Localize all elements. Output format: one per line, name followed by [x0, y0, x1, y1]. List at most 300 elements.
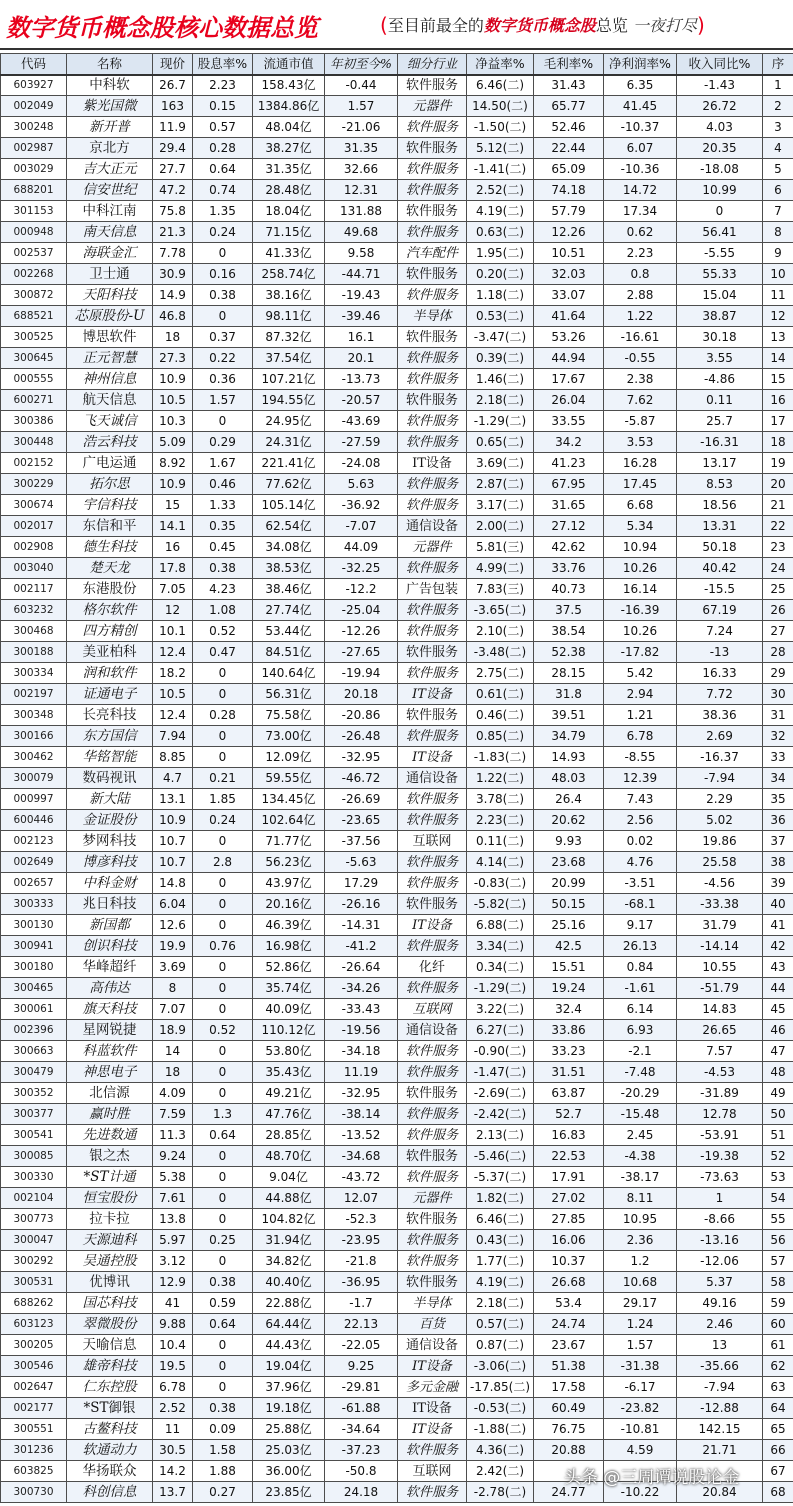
cell-industry: 半导体 [398, 306, 467, 327]
cell-dividend-yield: 0.36 [193, 369, 253, 390]
cell-rank: 25 [763, 579, 793, 600]
cell-name: 美亚柏科 [67, 642, 153, 663]
cell-float-market-cap: 53.44亿 [253, 621, 325, 642]
cell-price: 41 [153, 1293, 193, 1314]
table-row [1, 621, 793, 642]
cell-revenue-yoy: 38.87 [677, 306, 763, 327]
cell-gross-margin: 17.67 [534, 369, 604, 390]
cell-float-market-cap: 34.08亿 [253, 537, 325, 558]
cell-roe: -0.90(二) [467, 1041, 534, 1062]
cell-rank: 43 [763, 957, 793, 978]
cell-industry: 多元金融 [398, 1377, 467, 1398]
cell-industry: 软件服务 [398, 810, 467, 831]
cell-rank: 23 [763, 537, 793, 558]
cell-gross-margin: 33.76 [534, 558, 604, 579]
cell-revenue-yoy: 14.83 [677, 999, 763, 1020]
cell-revenue-yoy: 7.24 [677, 621, 763, 642]
cell-dividend-yield: 0 [193, 957, 253, 978]
cell-rank: 4 [763, 138, 793, 159]
cell-revenue-yoy: -33.38 [677, 894, 763, 915]
cell-dividend-yield: 1.88 [193, 1461, 253, 1482]
cell-float-market-cap: 25.03亿 [253, 1440, 325, 1461]
cell-roe: 3.78(二) [467, 789, 534, 810]
cell-rank: 2 [763, 96, 793, 117]
cell-code: 300872 [1, 285, 67, 306]
cell-float-market-cap: 28.85亿 [253, 1125, 325, 1146]
cell-ytd-change: -38.14 [325, 1104, 398, 1125]
subtitle-highlight: 数字货币概念股 [483, 16, 596, 35]
cell-code: 300188 [1, 642, 67, 663]
cell-name: 新大陆 [67, 789, 153, 810]
cell-ytd-change: 49.68 [325, 222, 398, 243]
cell-roe: 4.19(二) [467, 1272, 534, 1293]
cell-code: 300462 [1, 747, 67, 768]
cell-gross-margin: 74.18 [534, 180, 604, 201]
cell-code: 301236 [1, 1440, 67, 1461]
cell-industry: 软件服务 [398, 159, 467, 180]
cell-industry: 软件服务 [398, 201, 467, 222]
cell-rank: 26 [763, 600, 793, 621]
cell-dividend-yield: 0 [193, 1335, 253, 1356]
cell-roe: 1.95(二) [467, 243, 534, 264]
cell-gross-margin: 32.03 [534, 264, 604, 285]
cell-roe: 1.77(二) [467, 1251, 534, 1272]
cell-net-margin: 6.93 [604, 1020, 677, 1041]
cell-industry: 软件服务 [398, 621, 467, 642]
cell-gross-margin: 31.8 [534, 684, 604, 705]
cell-roe: -3.47(二) [467, 327, 534, 348]
cell-price: 12.4 [153, 642, 193, 663]
cell-dividend-yield: 0.64 [193, 1125, 253, 1146]
cell-industry: 软件服务 [398, 117, 467, 138]
table-row [1, 810, 793, 831]
cell-float-market-cap: 38.16亿 [253, 285, 325, 306]
cell-code: 300085 [1, 1146, 67, 1167]
col-header-float-market-cap: 流通市值 [253, 54, 325, 75]
cell-net-margin: -7.48 [604, 1062, 677, 1083]
cell-code: 688201 [1, 180, 67, 201]
cell-rank: 61 [763, 1335, 793, 1356]
cell-roe: -1.88(二) [467, 1419, 534, 1440]
cell-rank: 60 [763, 1314, 793, 1335]
cell-net-margin: -10.36 [604, 159, 677, 180]
table-row [1, 1146, 793, 1167]
cell-rank: 19 [763, 453, 793, 474]
cell-code: 002104 [1, 1188, 67, 1209]
cell-industry: 广告包装 [398, 579, 467, 600]
cell-ytd-change: -43.72 [325, 1167, 398, 1188]
cell-ytd-change: -34.64 [325, 1419, 398, 1440]
table-row [1, 1419, 793, 1440]
cell-name: 梦网科技 [67, 831, 153, 852]
cell-ytd-change: 32.66 [325, 159, 398, 180]
cell-net-margin: 1.2 [604, 1251, 677, 1272]
table-row [1, 495, 793, 516]
cell-roe: 2.23(二) [467, 810, 534, 831]
cell-revenue-yoy: 3.55 [677, 348, 763, 369]
cell-gross-margin: 20.88 [534, 1440, 604, 1461]
cell-revenue-yoy: -35.66 [677, 1356, 763, 1377]
cell-dividend-yield: 0.52 [193, 621, 253, 642]
cell-code: 300248 [1, 117, 67, 138]
cell-float-market-cap: 38.46亿 [253, 579, 325, 600]
cell-industry: 软件服务 [398, 1041, 467, 1062]
cell-net-margin [604, 1461, 677, 1482]
cell-revenue-yoy: -14.14 [677, 936, 763, 957]
cell-code: 002537 [1, 243, 67, 264]
cell-net-margin: -17.82 [604, 642, 677, 663]
cell-code: 000997 [1, 789, 67, 810]
cell-revenue-yoy: -31.89 [677, 1083, 763, 1104]
cell-dividend-yield: 0 [193, 684, 253, 705]
cell-ytd-change: -0.44 [325, 75, 398, 96]
cell-net-margin: 26.13 [604, 936, 677, 957]
cell-rank: 9 [763, 243, 793, 264]
cell-industry: 软件服务 [398, 180, 467, 201]
cell-price: 5.38 [153, 1167, 193, 1188]
cell-float-market-cap: 84.51亿 [253, 642, 325, 663]
cell-revenue-yoy: 142.15 [677, 1419, 763, 1440]
cell-code: 300531 [1, 1272, 67, 1293]
col-header-roe: 净益率% [467, 54, 534, 75]
cell-name: 航天信息 [67, 390, 153, 411]
cell-name: 芯原股份-U [67, 306, 153, 327]
cell-net-margin: -10.81 [604, 1419, 677, 1440]
cell-dividend-yield: 4.23 [193, 579, 253, 600]
cell-net-margin: 0.62 [604, 222, 677, 243]
cell-roe: 3.22(二) [467, 999, 534, 1020]
cell-roe: -0.53(二) [467, 1398, 534, 1419]
cell-ytd-change: 24.18 [325, 1482, 398, 1503]
cell-price: 46.8 [153, 306, 193, 327]
cell-float-market-cap: 34.82亿 [253, 1251, 325, 1272]
cell-ytd-change: 1.57 [325, 96, 398, 117]
cell-revenue-yoy: -15.5 [677, 579, 763, 600]
cell-roe: 4.14(二) [467, 852, 534, 873]
cell-revenue-yoy: 49.16 [677, 1293, 763, 1314]
cell-gross-margin: 15.51 [534, 957, 604, 978]
cell-industry: 软件服务 [398, 222, 467, 243]
cell-code: 300166 [1, 726, 67, 747]
cell-rank: 33 [763, 747, 793, 768]
cell-roe: 0.85(二) [467, 726, 534, 747]
cell-price: 11.3 [153, 1125, 193, 1146]
cell-revenue-yoy: 31.79 [677, 915, 763, 936]
cell-industry: 软件服务 [398, 1146, 467, 1167]
table-row [1, 96, 793, 117]
cell-net-margin: 6.14 [604, 999, 677, 1020]
cell-price: 14.1 [153, 516, 193, 537]
cell-net-margin: 41.45 [604, 96, 677, 117]
cell-roe: -0.83(二) [467, 873, 534, 894]
cell-roe: 6.46(二) [467, 1209, 534, 1230]
table-row [1, 222, 793, 243]
cell-gross-margin: 10.51 [534, 243, 604, 264]
cell-code: 002152 [1, 453, 67, 474]
cell-price: 12.4 [153, 705, 193, 726]
cell-code: 300468 [1, 621, 67, 642]
cell-name: 赢时胜 [67, 1104, 153, 1125]
cell-dividend-yield: 0 [193, 1251, 253, 1272]
cell-industry: 软件服务 [398, 432, 467, 453]
cell-dividend-yield: 0.21 [193, 768, 253, 789]
cell-dividend-yield: 0.29 [193, 432, 253, 453]
cell-gross-margin: 33.23 [534, 1041, 604, 1062]
cell-code: 300941 [1, 936, 67, 957]
cell-ytd-change: -22.05 [325, 1335, 398, 1356]
cell-rank: 14 [763, 348, 793, 369]
cell-revenue-yoy: 26.65 [677, 1020, 763, 1041]
cell-net-margin: 10.26 [604, 558, 677, 579]
cell-price: 14 [153, 1041, 193, 1062]
cell-net-margin: 17.45 [604, 474, 677, 495]
cell-gross-margin [534, 1461, 604, 1482]
cell-revenue-yoy: -12.06 [677, 1251, 763, 1272]
cell-price: 13.8 [153, 1209, 193, 1230]
cell-ytd-change: 31.35 [325, 138, 398, 159]
cell-code: 300330 [1, 1167, 67, 1188]
cell-net-margin: 10.95 [604, 1209, 677, 1230]
cell-float-market-cap: 110.12亿 [253, 1020, 325, 1041]
cell-dividend-yield: 0 [193, 831, 253, 852]
cell-net-margin: 4.76 [604, 852, 677, 873]
cell-price: 13.7 [153, 1482, 193, 1503]
cell-ytd-change: -12.2 [325, 579, 398, 600]
cell-ytd-change: 20.18 [325, 684, 398, 705]
cell-rank: 42 [763, 936, 793, 957]
table-row [1, 1356, 793, 1377]
cell-revenue-yoy: -73.63 [677, 1167, 763, 1188]
cell-net-margin: -15.48 [604, 1104, 677, 1125]
cell-gross-margin: 34.2 [534, 432, 604, 453]
table-row [1, 663, 793, 684]
cell-industry: 软件服务 [398, 1062, 467, 1083]
table-body [1, 75, 793, 1503]
cell-industry: 软件服务 [398, 327, 467, 348]
cell-float-market-cap: 194.55亿 [253, 390, 325, 411]
cell-dividend-yield: 0 [193, 1356, 253, 1377]
cell-name: 博思软件 [67, 327, 153, 348]
cell-rank: 50 [763, 1104, 793, 1125]
cell-industry: IT设备 [398, 453, 467, 474]
cell-rank: 21 [763, 495, 793, 516]
cell-roe: 4.36(二) [467, 1440, 534, 1461]
cell-ytd-change: -41.2 [325, 936, 398, 957]
cell-price: 10.4 [153, 1335, 193, 1356]
cell-revenue-yoy: 15.04 [677, 285, 763, 306]
cell-float-market-cap: 41.33亿 [253, 243, 325, 264]
cell-net-margin: 6.35 [604, 75, 677, 96]
cell-rank: 52 [763, 1146, 793, 1167]
cell-rank: 45 [763, 999, 793, 1020]
cell-roe: 0.65(二) [467, 432, 534, 453]
cell-price: 27.7 [153, 159, 193, 180]
cell-name: 华扬联众 [67, 1461, 153, 1482]
cell-revenue-yoy: -8.66 [677, 1209, 763, 1230]
cell-code: 300730 [1, 1482, 67, 1503]
cell-float-market-cap: 73.00亿 [253, 726, 325, 747]
cell-net-margin: 2.23 [604, 243, 677, 264]
cell-code: 002657 [1, 873, 67, 894]
page-title: 数字货币概念股核心数据总览 [6, 13, 318, 42]
cell-revenue-yoy: 2.46 [677, 1314, 763, 1335]
cell-code: 002396 [1, 1020, 67, 1041]
table-row [1, 1440, 793, 1461]
cell-ytd-change: -24.08 [325, 453, 398, 474]
cell-name: 古鳌科技 [67, 1419, 153, 1440]
table-row [1, 1230, 793, 1251]
cell-code: 002649 [1, 852, 67, 873]
cell-revenue-yoy: 13.17 [677, 453, 763, 474]
cell-revenue-yoy: 25.7 [677, 411, 763, 432]
cell-revenue-yoy: 50.18 [677, 537, 763, 558]
cell-gross-margin: 65.09 [534, 159, 604, 180]
cell-code: 002177 [1, 1398, 67, 1419]
cell-net-margin: 14.72 [604, 180, 677, 201]
cell-net-margin: 9.17 [604, 915, 677, 936]
cell-price: 14.8 [153, 873, 193, 894]
cell-roe: -2.42(二) [467, 1104, 534, 1125]
cell-ytd-change: -26.64 [325, 957, 398, 978]
cell-price: 10.7 [153, 852, 193, 873]
cell-dividend-yield: 2.8 [193, 852, 253, 873]
table-row [1, 1041, 793, 1062]
cell-price: 9.88 [153, 1314, 193, 1335]
cell-price: 7.78 [153, 243, 193, 264]
cell-name: 科蓝软件 [67, 1041, 153, 1062]
cell-rank: 63 [763, 1377, 793, 1398]
cell-code: 300479 [1, 1062, 67, 1083]
cell-rank: 58 [763, 1272, 793, 1293]
cell-industry: 半导体 [398, 1293, 467, 1314]
cell-rank: 36 [763, 810, 793, 831]
cell-revenue-yoy: -18.08 [677, 159, 763, 180]
cell-net-margin: 2.88 [604, 285, 677, 306]
cell-name: 东信和平 [67, 516, 153, 537]
table-row [1, 642, 793, 663]
cell-roe: 5.81(三) [467, 537, 534, 558]
cell-gross-margin: 28.15 [534, 663, 604, 684]
cell-industry: 软件服务 [398, 1167, 467, 1188]
cell-net-margin: 5.34 [604, 516, 677, 537]
cell-ytd-change: -26.16 [325, 894, 398, 915]
cell-rank: 44 [763, 978, 793, 999]
cell-roe: -2.78(二) [467, 1482, 534, 1503]
cell-revenue-yoy: 16.33 [677, 663, 763, 684]
table-row [1, 1125, 793, 1146]
cell-ytd-change: -33.43 [325, 999, 398, 1020]
cell-roe: 0.11(二) [467, 831, 534, 852]
cell-name: 东方国信 [67, 726, 153, 747]
cell-ytd-change: -21.8 [325, 1251, 398, 1272]
cell-roe: -5.82(二) [467, 894, 534, 915]
cell-name: 正元智慧 [67, 348, 153, 369]
cell-dividend-yield: 0.37 [193, 327, 253, 348]
cell-gross-margin: 63.87 [534, 1083, 604, 1104]
cell-ytd-change: -13.52 [325, 1125, 398, 1146]
cell-ytd-change: -27.59 [325, 432, 398, 453]
cell-float-market-cap: 22.88亿 [253, 1293, 325, 1314]
cell-gross-margin: 24.77 [534, 1482, 604, 1503]
cell-price: 47.2 [153, 180, 193, 201]
cell-industry: 通信设备 [398, 1335, 467, 1356]
cell-float-market-cap: 25.88亿 [253, 1419, 325, 1440]
cell-net-margin: 17.34 [604, 201, 677, 222]
cell-revenue-yoy: 7.57 [677, 1041, 763, 1062]
table-row [1, 768, 793, 789]
cell-price: 29.4 [153, 138, 193, 159]
cell-dividend-yield: 0.25 [193, 1230, 253, 1251]
cell-roe: 0.39(二) [467, 348, 534, 369]
cell-dividend-yield: 0.74 [193, 180, 253, 201]
cell-float-market-cap: 46.39亿 [253, 915, 325, 936]
cell-ytd-change: -34.18 [325, 1041, 398, 1062]
cell-roe: -1.50(二) [467, 117, 534, 138]
cell-industry: 软件服务 [398, 663, 467, 684]
cell-dividend-yield: 1.57 [193, 390, 253, 411]
cell-gross-margin: 17.91 [534, 1167, 604, 1188]
cell-float-market-cap: 48.04亿 [253, 117, 325, 138]
cell-rank: 57 [763, 1251, 793, 1272]
cell-code: 300525 [1, 327, 67, 348]
cell-name: 四方精创 [67, 621, 153, 642]
cell-price: 21.3 [153, 222, 193, 243]
cell-float-market-cap: 47.76亿 [253, 1104, 325, 1125]
cell-revenue-yoy: -13.16 [677, 1230, 763, 1251]
cell-roe: -17.85(二) [467, 1377, 534, 1398]
cell-float-market-cap: 77.62亿 [253, 474, 325, 495]
table-row [1, 894, 793, 915]
table-row [1, 390, 793, 411]
cell-name: 拓尔思 [67, 474, 153, 495]
cell-dividend-yield: 0 [193, 1188, 253, 1209]
cell-net-margin: -10.37 [604, 117, 677, 138]
table-row [1, 369, 793, 390]
cell-rank: 64 [763, 1398, 793, 1419]
cell-rank: 6 [763, 180, 793, 201]
cell-net-margin: 16.14 [604, 579, 677, 600]
cell-ytd-change: 16.1 [325, 327, 398, 348]
cell-net-margin: 1.21 [604, 705, 677, 726]
cell-net-margin: 8.11 [604, 1188, 677, 1209]
cell-roe: 3.69(二) [467, 453, 534, 474]
cell-industry: 互联网 [398, 1461, 467, 1482]
cell-dividend-yield: 0 [193, 1167, 253, 1188]
cell-code: 000948 [1, 222, 67, 243]
cell-roe: -1.29(二) [467, 411, 534, 432]
cell-name: 广电运通 [67, 453, 153, 474]
cell-price: 8.85 [153, 747, 193, 768]
cell-revenue-yoy: -13 [677, 642, 763, 663]
cell-dividend-yield: 0 [193, 243, 253, 264]
cell-rank: 20 [763, 474, 793, 495]
cell-gross-margin: 23.68 [534, 852, 604, 873]
cell-gross-margin: 60.49 [534, 1398, 604, 1419]
cell-rank: 68 [763, 1482, 793, 1503]
cell-price: 30.5 [153, 1440, 193, 1461]
cell-net-margin: 4.59 [604, 1440, 677, 1461]
cell-rank: 18 [763, 432, 793, 453]
cell-float-market-cap: 104.82亿 [253, 1209, 325, 1230]
cell-code: 300448 [1, 432, 67, 453]
cell-gross-margin: 31.65 [534, 495, 604, 516]
cell-dividend-yield: 0 [193, 999, 253, 1020]
cell-ytd-change: -36.92 [325, 495, 398, 516]
cell-code: 300645 [1, 348, 67, 369]
cell-industry: 软件服务 [398, 390, 467, 411]
table-row [1, 411, 793, 432]
cell-revenue-yoy [677, 1461, 763, 1482]
